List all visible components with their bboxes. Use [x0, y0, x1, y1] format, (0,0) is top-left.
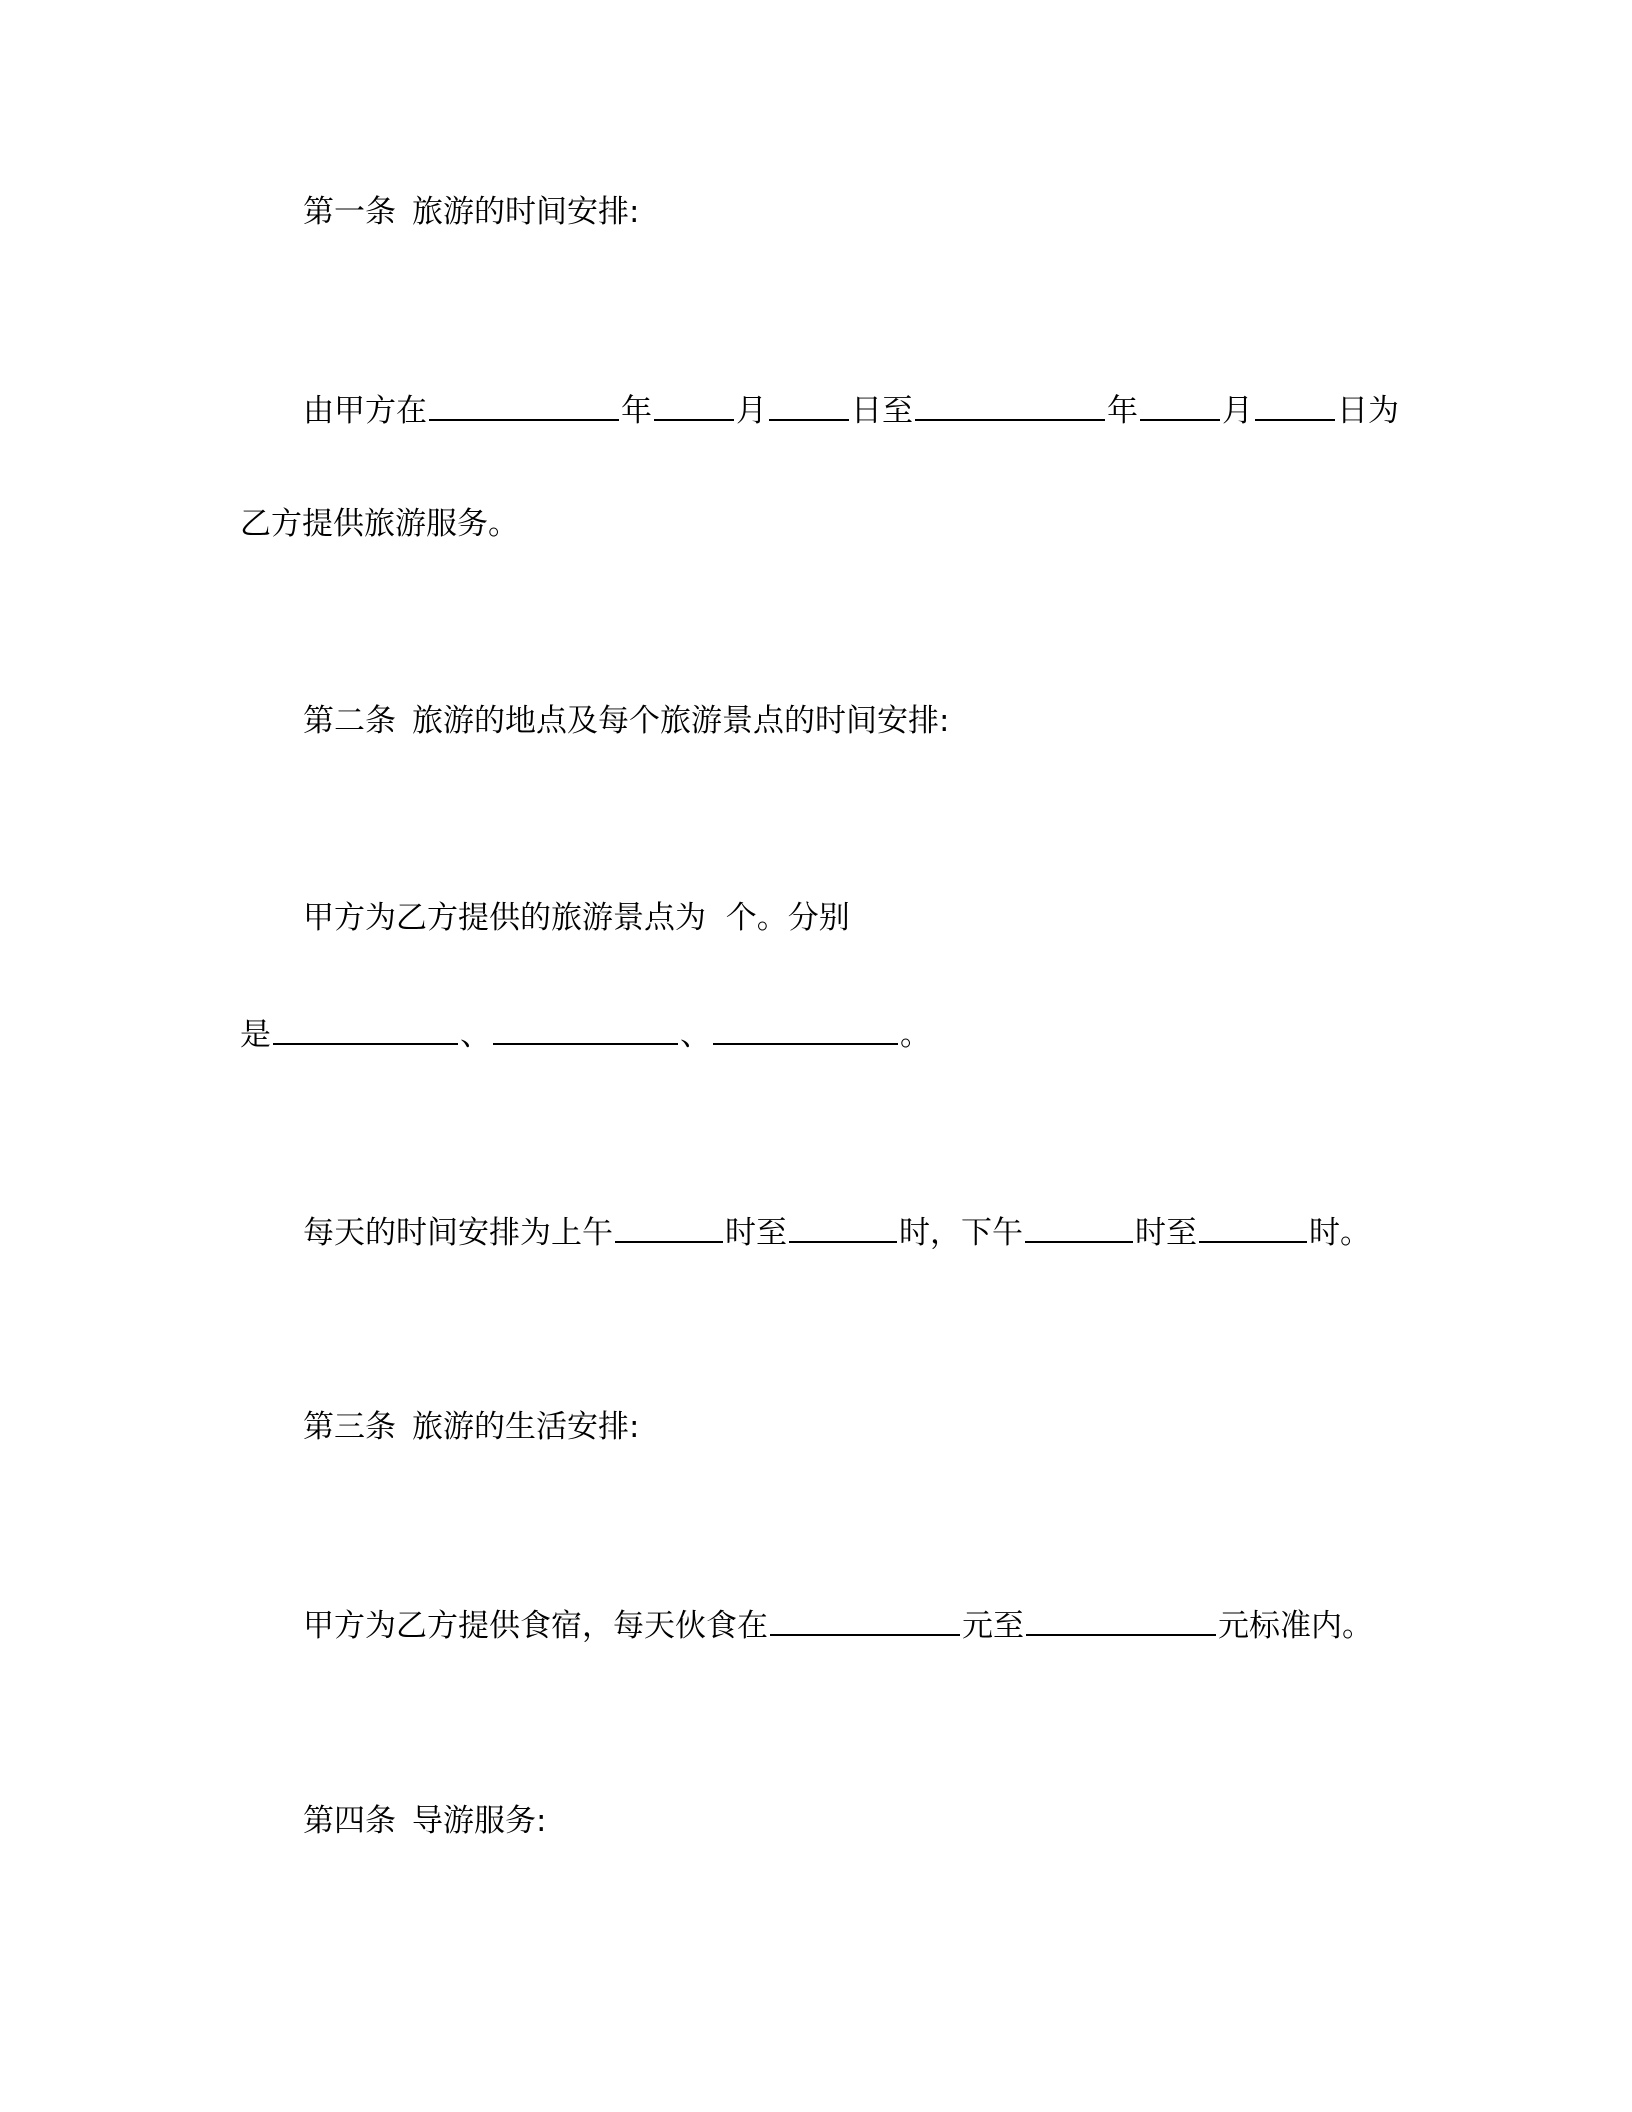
text-segment: 每天的时间安排为上午 [303, 1215, 613, 1251]
text-segment: 时。 [1309, 1215, 1371, 1251]
text-segment: 由甲方在 [303, 393, 427, 429]
text-segment: 时至 [725, 1215, 787, 1251]
article-2-heading [303, 701, 949, 741]
text-segment: 甲方为乙方提供食宿，每天伙食在 [303, 1608, 768, 1644]
text-segment: 年 [1107, 393, 1138, 429]
article-1-paragraph [303, 389, 1399, 431]
article-2-paragraph-1-cont [240, 1013, 931, 1055]
article-1-paragraph-cont [240, 504, 519, 544]
text-segment: 月 [736, 393, 767, 429]
article-2-paragraph-1 [303, 898, 850, 938]
blank-start-year[interactable] [429, 389, 619, 421]
blank-am-start[interactable] [615, 1211, 723, 1243]
text-segment: 月 [1222, 393, 1253, 429]
text-segment: 日至 [851, 393, 913, 429]
article-1-number: 第一条 [303, 194, 396, 230]
article-2-number: 第二条 [303, 703, 396, 739]
article-3-number: 第三条 [303, 1409, 396, 1445]
blank-start-month[interactable] [654, 389, 734, 421]
article-3-title: 旅游的生活安排: [412, 1409, 640, 1445]
blank-pm-start[interactable] [1025, 1211, 1133, 1243]
article-3-paragraph [303, 1604, 1373, 1646]
text-segment: 元至 [962, 1608, 1024, 1644]
blank-end-day[interactable] [1255, 389, 1335, 421]
text-segment: 甲方为乙方提供的旅游景点为 个。分别 [303, 900, 850, 936]
text-segment: 乙方提供旅游服务。 [240, 506, 519, 542]
text-segment: 是 [240, 1017, 271, 1053]
blank-spot-2[interactable] [493, 1013, 678, 1045]
article-2-paragraph-2 [303, 1211, 1371, 1253]
blank-start-day[interactable] [769, 389, 849, 421]
article-4-number: 第四条 [303, 1803, 396, 1839]
text-segment: 。 [900, 1017, 931, 1053]
article-4-title: 导游服务: [412, 1803, 547, 1839]
text-segment: 日为 [1337, 393, 1399, 429]
article-3-heading [303, 1407, 639, 1447]
blank-spot-1[interactable] [273, 1013, 458, 1045]
article-4-heading [303, 1801, 546, 1841]
article-1-heading [303, 192, 639, 232]
blank-end-month[interactable] [1140, 389, 1220, 421]
text-segment: 时至 [1135, 1215, 1197, 1251]
blank-pm-end[interactable] [1199, 1211, 1307, 1243]
text-segment: 时，下午 [899, 1215, 1023, 1251]
text-segment: 、 [680, 1017, 711, 1053]
blank-meal-max[interactable] [1026, 1604, 1216, 1636]
text-segment: 元标准内。 [1218, 1608, 1373, 1644]
blank-am-end[interactable] [789, 1211, 897, 1243]
article-2-title: 旅游的地点及每个旅游景点的时间安排: [412, 703, 950, 739]
blank-end-year[interactable] [915, 389, 1105, 421]
blank-meal-min[interactable] [770, 1604, 960, 1636]
text-segment: 、 [460, 1017, 491, 1053]
article-1-title: 旅游的时间安排: [412, 194, 640, 230]
blank-spot-3[interactable] [713, 1013, 898, 1045]
text-segment: 年 [621, 393, 652, 429]
